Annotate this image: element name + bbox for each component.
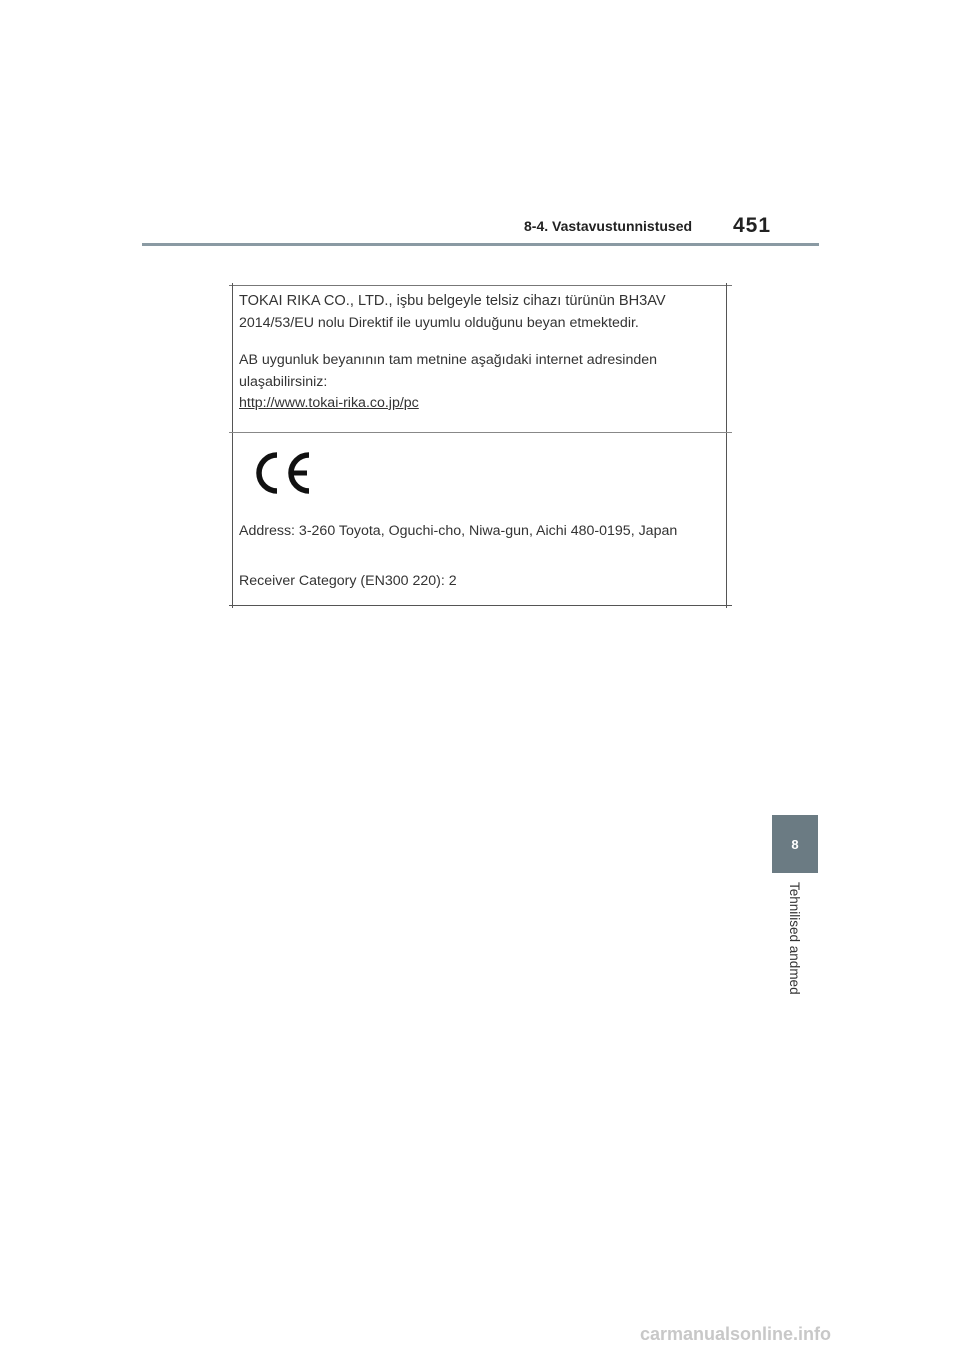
declaration-line-1: TOKAI RIKA CO., LTD., işbu belgeyle telsiz cihazı türünün BH3AV	[239, 293, 666, 309]
declaration-line-2: 2014/53/EU nolu Direktif ile uyumlu olduğunu beyan etmektedir.	[239, 315, 639, 331]
manufacturer-address: Address: 3-260 Toyota, Oguchi-cho, Niwa-gun, Aichi 480-0195, Japan	[239, 523, 678, 539]
declaration-link[interactable]: http://www.tokai-rika.co.jp/pc	[239, 395, 419, 411]
chapter-label-text: Tehnilised andmed	[787, 882, 802, 995]
header-divider	[142, 243, 819, 246]
chapter-label	[786, 882, 806, 1022]
declaration-line-3: AB uygunluk beyanının tam metnine aşağıdaki internet adresinden	[239, 352, 658, 368]
declaration-scan	[229, 283, 732, 608]
frame-top-line	[229, 285, 732, 286]
section-title: 8-4. Vastavustunnistused	[524, 218, 693, 234]
watermark: carmanualsonline.info	[640, 1324, 832, 1344]
chapter-number: 8	[791, 836, 799, 852]
ce-mark-icon	[249, 450, 315, 496]
frame-left-line	[232, 283, 233, 608]
chapter-tab	[772, 815, 818, 873]
receiver-category: Receiver Category (EN300 220): 2	[239, 573, 457, 589]
frame-middle-line	[229, 432, 732, 433]
frame-bottom-line	[229, 605, 732, 606]
frame-right-line	[726, 283, 727, 608]
page-number: 451	[733, 214, 772, 237]
declaration-line-4: ulaşabilirsiniz:	[239, 374, 328, 390]
